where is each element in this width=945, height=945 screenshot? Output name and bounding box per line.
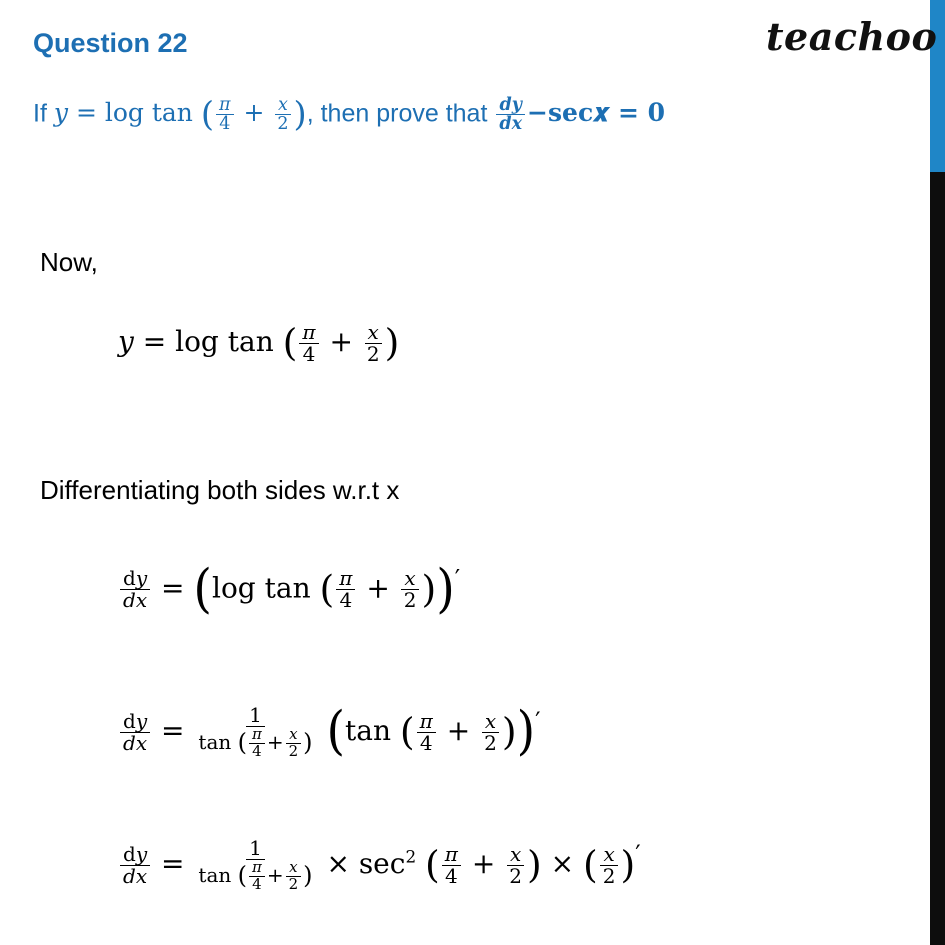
one-over-tan: 1 tan ( $\frac{\pi}{4}$ + $\frac{x}{2}$ ): [198, 836, 313, 893]
now-text: Now,: [40, 247, 98, 277]
brand-logo: teachoo: [766, 14, 938, 59]
pi-over-4: $\frac{\pi}{4}$: [299, 322, 318, 365]
var-y: y: [53, 98, 68, 128]
question-lead: If: [33, 99, 47, 128]
dy-over-dx: $\frac{dy}{dx}$: [120, 711, 150, 754]
sec-squared: $\sec^2$: [358, 846, 417, 880]
question-statement: [33, 96, 665, 134]
prove-equation: $\frac{dy}{dx}$ −sec𝒙 = 𝟎: [494, 98, 665, 127]
plus-sign: +: [243, 98, 265, 128]
x-over-2: $\frac{x}{2}$: [274, 96, 291, 134]
log-tan: log tan: [104, 98, 193, 128]
question-equation: [53, 95, 307, 135]
dy-over-dx: $\frac{dy}{dx}$: [120, 844, 150, 887]
equation-2: $\frac{dy}{dx}$ = (log tan ( $\frac{\pi}{4}$ + $\frac{x}{2}$ ))′: [118, 565, 460, 614]
dy-over-dx: $\frac{dy}{dx}$: [120, 568, 150, 611]
open-paren: (: [200, 95, 215, 134]
close-paren: ): [293, 95, 307, 134]
question-title: Question 22: [33, 28, 188, 58]
equation-4: $\frac{dy}{dx}$ = 1 tan ( $\frac{\pi}{4}$ + $\frac{x}{2}$ ) × $\sec^2$ ( $\frac{\pi}{4}$ + $\frac{x}{2}$ ) × ( $\frac{x}{2}$ )′: [118, 838, 641, 893]
one-over-tan: 1 tan ( $\frac{\pi}{4}$ + $\frac{x}{2}$ ): [198, 703, 313, 760]
equals-sign: =: [75, 98, 97, 128]
x-over-2: $\frac{x}{2}$: [364, 322, 383, 365]
equation-1: y = log tan ( $\frac{\pi}{4}$ + $\frac{x}{2}$ ): [118, 320, 400, 366]
equation-3: $\frac{dy}{dx}$ = 1 tan ( $\frac{\pi}{4}$ + $\frac{x}{2}$ ) (tan ( $\frac{\pi}{4}$ + $\frac{x}{2}$ ))′: [118, 705, 541, 760]
question-mid-text: , then prove that: [306, 99, 488, 128]
pi-over-4: $\frac{\pi}{4}$: [216, 96, 234, 134]
differentiating-text: Differentiating both sides w.r.t x: [40, 475, 400, 505]
dy-over-dx: $\frac{dy}{dx}$: [496, 96, 525, 134]
